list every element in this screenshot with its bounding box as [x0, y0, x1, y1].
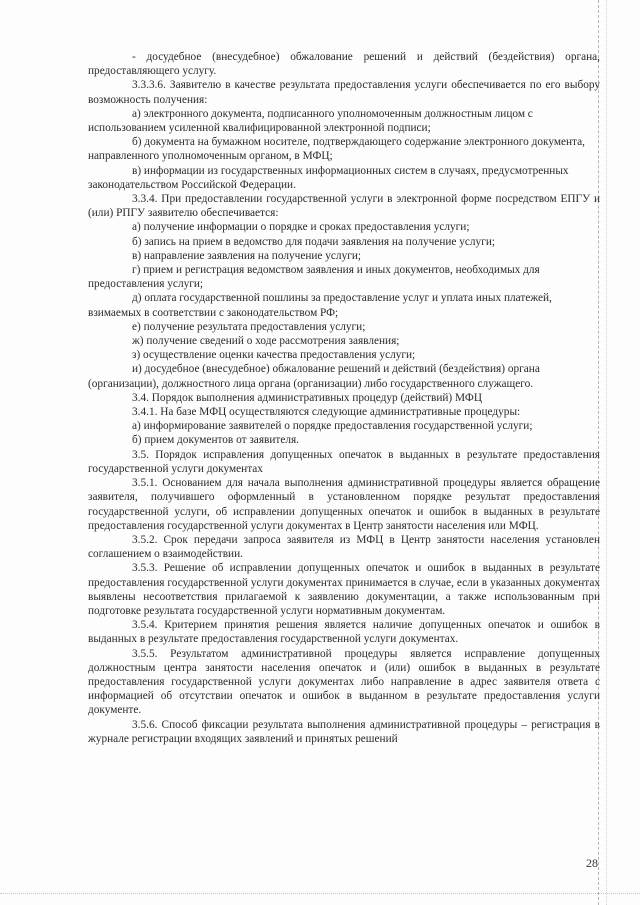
paragraph: 3.5.3. Решение об исправлении допущенных опечаток и ошибок в выданных в результате предоставления государственной услуги документах принимается в случае, если в указанных документах выявлены несоответствия прилагаемой к заявлению документации, а также использованным при подготовке результата государственной услуги нормативным документам.: [88, 562, 600, 617]
section-heading: 3.4. Порядок выполнения административных процедур (действий) МФЦ: [132, 391, 482, 404]
list-item: г) прием и регистрация ведомством заявления и иных документов, необходимых для предоставления услуги;: [88, 264, 540, 291]
list-item: е) получение результата предоставления услуги;: [132, 320, 366, 333]
list-item: и) досудебное (внесудебное) обжалование решений и действий (бездействия) органа (организации), должностного лица органа (организации) либо государственного служащего.: [88, 363, 540, 390]
list-item: а) информирование заявителей о порядке предоставления государственной услуги;: [132, 420, 533, 433]
list-item: а) электронного документа, подписанного уполномоченным должностным лицом с использованием усиленной квалифицированной электронной подписи;: [88, 107, 533, 135]
paragraph: 3.5.5. Результатом административной процедуры является исправление допущенных должностным центра занятости населения опечаток и (или) ошибок в выданных в результате предоставления государственной услуги документах либо направление в адрес заявителя ответа с информацией об отсутствии опечаток и ошибок в выданном в результате предоставления услуги документе.: [88, 647, 600, 717]
paragraph: 3.5.4. Критерием принятия решения является наличие допущенных опечаток и ошибок в выданных в результате предоставления государственной услуги документах.: [88, 619, 600, 646]
paragraph: 3.3.3.6. Заявителю в качестве результата предоставления услуги обеспечивается по его выбору возможность получения:: [88, 79, 600, 106]
paragraph: 3.5.1. Основанием для начала выполнения административной процедуры является обращение заявителя, получившего оформленный в установленном порядке результат предоставления государственной услуги, об исправлении допущенных опечаток и ошибок в выданных в результате предоставления государственной услуги документах в Центр занятости населения или МФЦ.: [88, 477, 600, 532]
paragraph: 3.5.2. Срок передачи запроса заявителя из МФЦ в Центр занятости населения установлен соглашением о взаимодействии.: [88, 533, 600, 561]
list-item: б) запись на прием в ведомство для подачи заявления на получение услуги;: [132, 235, 496, 248]
paragraph: 3.4.1. На базе МФЦ осуществляются следующие административные процедуры:: [132, 406, 521, 419]
list-item: а) получение информации о порядке и сроках предоставления услуги;: [132, 221, 470, 234]
scan-bottom-line: [0, 893, 640, 894]
list-item: д) оплата государственной пошлины за предоставление услуг и уплата иных платежей, взимаемых в соответствии с законодательством РФ;: [88, 292, 552, 319]
list-item: з) осуществление оценки качества предоставления услуги;: [132, 349, 416, 362]
paragraph: - досудебное (внесудебное) обжалование решений и действий (бездействия) органа, предоставляющего услугу.: [88, 51, 600, 78]
list-item: в) информации из государственных информационных систем в случаях, предусмотренных законодательством Российской Федерации.: [88, 164, 569, 191]
list-item: в) направление заявления на получение услуги;: [132, 249, 362, 262]
scan-edge-line-secondary: [606, 0, 607, 905]
document-body: [88, 50, 600, 746]
list-item: б) документа на бумажном носителе, подтверждающего содержание электронного документа, направленного уполномоченным органом, в МФЦ;: [88, 136, 585, 163]
paragraph: 3.5.6. Способ фиксации результата выполнения административной процедуры – регистрация в журнале регистрации входящих заявлений и принятых решений: [88, 718, 600, 745]
section-heading: 3.5. Порядок исправления допущенных опечаток в выданных в результате предоставления государственной услуги документах: [88, 448, 600, 475]
list-item: б) прием документов от заявителя.: [132, 434, 300, 447]
list-item: ж) получение сведений о ходе рассмотрения заявления;: [132, 335, 400, 348]
page-number: 28: [586, 856, 598, 870]
paragraph: 3.3.4. При предоставлении государственной услуги в электронной форме посредством ЕПГУ и (или) РПГУ заявителю обеспечивается:: [88, 193, 600, 220]
